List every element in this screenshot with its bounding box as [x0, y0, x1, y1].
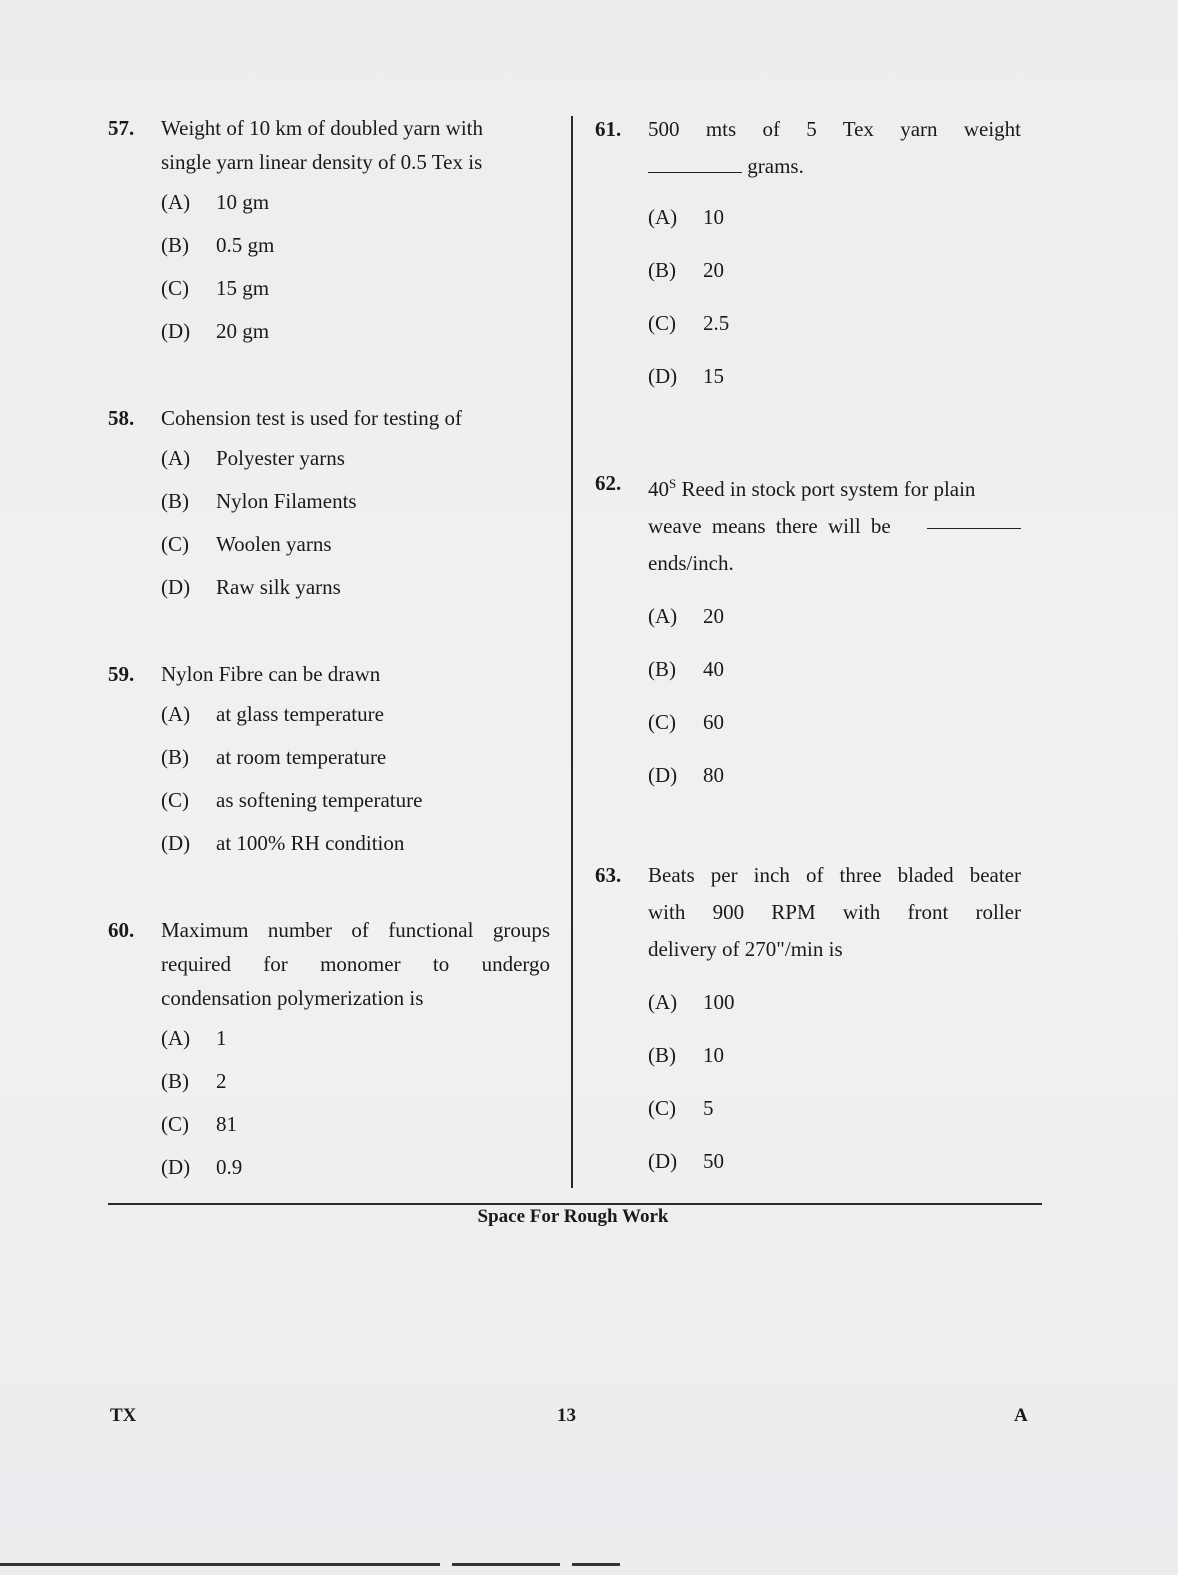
option-c: (C) 2.5	[648, 311, 730, 335]
question-number: 60.	[108, 918, 135, 942]
option-d: (D) at 100% RH condition	[161, 831, 405, 855]
option-c: (C) as softening temperature	[161, 788, 423, 812]
option-a: (A) Polyester yarns	[161, 446, 345, 470]
option-a: (A) 100	[648, 990, 735, 1014]
rough-work-label: Space For Rough Work	[477, 1206, 669, 1227]
scan-edge-bar	[452, 1563, 560, 1566]
question-stem: Weight of 10 km of doubled yarn with single yarn linear density of 0.5 Tex is	[161, 116, 484, 174]
answer-blank	[927, 508, 1021, 529]
option-b: (B) 40	[648, 657, 724, 681]
question-number: 63.	[595, 863, 622, 887]
option-d: (D) 50	[648, 1149, 724, 1173]
page-number: 13	[557, 1405, 576, 1426]
question-number: 59.	[108, 662, 135, 686]
option-d: (D) 0.9	[161, 1155, 243, 1179]
column-divider	[571, 116, 573, 1188]
option-c: (C) 81	[161, 1112, 237, 1136]
option-c: (C) Woolen yarns	[161, 532, 332, 556]
option-d: (D) 15	[648, 364, 724, 388]
question-59	[108, 657, 538, 869]
question-stem: Cohension test is used for testing of	[161, 406, 462, 430]
scan-edge-bar	[0, 1563, 440, 1566]
question-57	[108, 111, 538, 357]
option-c: (C) 5	[648, 1096, 714, 1120]
question-stem: $40^S$ Reed in stock port system for plain weave means there will be ends/inch.	[648, 465, 1021, 582]
option-list	[648, 598, 1021, 810]
footer-code: TX	[110, 1405, 137, 1426]
option-b: (B) 2	[161, 1069, 227, 1093]
option-c: (C) 60	[648, 710, 724, 734]
option-list	[648, 984, 1021, 1196]
question-63	[595, 857, 1021, 1196]
option-c: (C) 15 gm	[161, 276, 270, 300]
option-d: (D) Raw silk yarns	[161, 575, 341, 599]
option-b: (B) 10	[648, 1043, 724, 1067]
question-stem: Beats per inch of three bladed beater with 900 RPM with front roller delivery of 270"/min is	[648, 863, 1021, 961]
question-stem: 500 mts of 5 Tex yarn weight grams.	[648, 117, 1021, 178]
option-d: (D) 20 gm	[161, 319, 270, 343]
rough-work-rule	[108, 1203, 1042, 1205]
option-a: (A) 1	[161, 1026, 227, 1050]
question-61	[595, 111, 1021, 411]
option-list	[161, 185, 538, 357]
option-d: (D) 80	[648, 763, 724, 787]
scan-edge-bar	[572, 1563, 620, 1566]
question-number: 61.	[595, 117, 622, 141]
question-number: 57.	[108, 116, 135, 140]
option-a: (A) at glass temperature	[161, 702, 384, 726]
option-a: (A) 10	[648, 205, 724, 229]
question-stem: Maximum number of functional groups required for monomer to undergo condensation polymerization is	[161, 918, 550, 1010]
series-letter: A	[1014, 1405, 1028, 1426]
option-b: (B) at room temperature	[161, 745, 387, 769]
question-58	[108, 401, 538, 613]
option-b: (B) Nylon Filaments	[161, 489, 357, 513]
option-list	[161, 441, 538, 613]
option-b: (B) 0.5 gm	[161, 233, 275, 257]
question-62	[595, 465, 1021, 810]
question-number: 58.	[108, 406, 135, 430]
question-60	[108, 913, 550, 1193]
option-b: (B) 20	[648, 258, 724, 282]
answer-blank	[648, 152, 742, 173]
question-number: 62.	[595, 471, 622, 495]
option-a: (A) 20	[648, 604, 724, 628]
option-list	[648, 199, 1021, 411]
option-a: (A) 10 gm	[161, 190, 270, 214]
option-list	[161, 697, 538, 869]
option-list	[161, 1021, 550, 1193]
question-stem: Nylon Fibre can be drawn	[161, 662, 381, 686]
